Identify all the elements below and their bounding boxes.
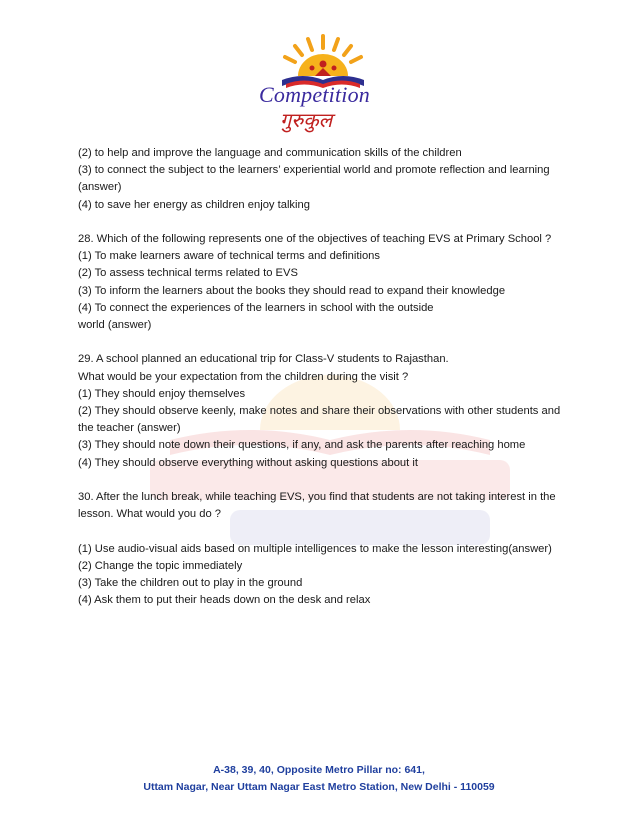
q30-option-3: (3) Take the children out to play in the ground [78,577,303,590]
q28-option-2: (2) To assess technical terms related to EVS [78,267,298,280]
q27-option-2: (2) to help and improve the language and communication skills of the children [78,147,462,159]
logo-subtitle: गुरुकुल [280,110,333,132]
q27-option-3: (3) to connect the subject to the learners’ experiential world and promote reflection and learning [78,164,550,177]
q27-option-3-cont: (answer) [78,181,122,194]
q29-option-2: (2) They should observe keenly, make notes and share their observations with other students and [78,405,561,418]
q27-option-4: (4) to save her energy as children enjoy talking [78,198,310,211]
q28-option-4: (4) To connect the experiences of the learners in school with the outside [78,301,434,314]
q29-option-2-cont: the teacher (answer) [78,422,181,435]
q30-stem: 30. After the lunch break, while teaching EVS, you find that students are not taking interest in the [78,491,556,504]
q30-option-4: (4) Ask them to put their heads down on the desk and relax [78,594,371,607]
q28-option-3: (3) To inform the learners about the books they should read to expand their knowledge [78,284,506,297]
q29-option-3: (3) They should note down their questions, if any, and ask the parents after reaching home [78,439,526,452]
q29-option-4: (4) They should observe everything without asking questions about it [78,456,418,469]
q28-stem: 28. Which of the following represents one of the objectives of teaching EVS at Primary School ? [78,233,552,245]
q29-stem-2: What would be your expectation from the children during the visit ? [78,370,409,383]
q29-option-1: (1) They should enjoy themselves [78,387,246,400]
question-content [78,145,578,609]
footer-address-line-2: Uttam Nagar, Near Uttam Nagar East Metro Station, New Delhi - 110059 [143,781,495,793]
q29-stem: 29. A school planned an educational trip for Class-V students to Rajasthan. [78,353,449,366]
q30-option-2: (2) Change the topic immediately [78,559,243,572]
q28-option-4-cont: world (answer) [78,319,152,332]
q30-stem-2: lesson. What would you do ? [78,508,222,521]
footer-address-line-1: A-38, 39, 40, Opposite Metro Pillar no: 641, [213,764,425,776]
logo-title: Competition [259,82,370,107]
q28-option-1: (1) To make learners aware of technical terms and definitions [78,250,381,263]
q30-option-1: (1) Use audio-visual aids based on multiple intelligences to make the lesson interesting(answer) [78,542,552,555]
